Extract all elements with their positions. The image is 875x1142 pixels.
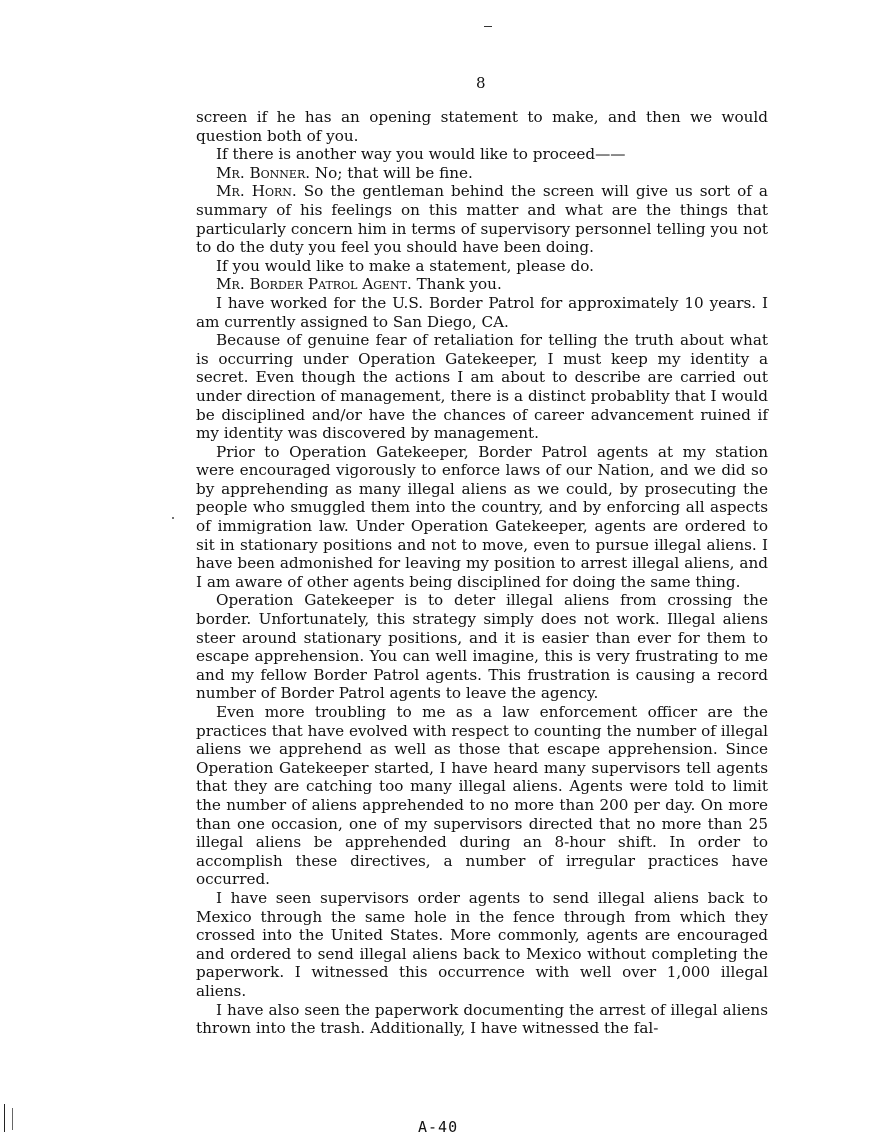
paragraph xyxy=(196,443,768,592)
paragraph-text: Because of genuine fear of retaliation for telling the truth about what is occurring under Operation Gatekeeper, I must keep my identity a secret. Even though the actions I am about to describe are carried out under direction of management, there is a distinct probablity that I would be disciplined and/or have the chances of career advancement ruined if my identity was discovered by management. xyxy=(196,331,768,443)
paragraph xyxy=(196,145,768,164)
paragraph xyxy=(196,703,768,889)
paragraph-text: If you would like to make a statement, please do. xyxy=(216,256,594,275)
paragraph-text: So the gentleman behind the screen will give us sort of a summary of his feelings on this matter and what are the things that particularly concern him in terms of supervisory personnel telling you not to do the duty you feel you should have been doing. xyxy=(196,182,768,257)
speaker-label: Mr. Bonner. xyxy=(216,163,311,182)
paragraph-text: Operation Gatekeeper is to deter illegal aliens from crossing the border. Unfortunately, this strategy simply does not work. Illegal aliens steer around stationary positions, and it is easier than ever for them to escape apprehension. You can well imagine, this is very frustrating to me and my fellow Border Patrol agents. This frustration is causing a record number of Border Patrol agents to leave the agency. xyxy=(196,591,768,703)
paragraph xyxy=(196,108,768,145)
paragraph-text: I have seen supervisors order agents to send illegal aliens back to Mexico through the same hole in the fence through from which they crossed into the United States. More commonly, agents are encouraged and ordered to send illegal aliens back to Mexico without completing the paperwork. I witnessed this occurrence with well over 1,000 illegal aliens. xyxy=(196,888,768,1000)
paragraph xyxy=(196,591,768,703)
transcript-body xyxy=(196,108,768,1038)
paragraph xyxy=(196,182,768,256)
paragraph xyxy=(196,294,768,331)
page-number: 8 xyxy=(476,74,486,92)
paragraph xyxy=(196,257,768,276)
paragraph-text: I have also seen the paperwork documenting the arrest of illegal aliens thrown into the trash. Additionally, I have witnessed the fal- xyxy=(196,1000,768,1038)
paragraph-text: Even more troubling to me as a law enforcement officer are the practices that have evolved with respect to counting the number of illegal aliens we apprehend as well as those that escape apprehension. Since Operation Gatekeeper started, I have heard many supervisors tell agents that they are catching too many illegal aliens. Agents were told to limit the number of aliens apprehended to no more than 200 per day. On more than one occasion, one of my supervisors directed that no more than 25 illegal aliens be apprehended during an 8-hour shift. In order to accomplish these directives, a number of irregular practices have occurred. xyxy=(196,703,768,889)
paragraph xyxy=(196,889,768,1001)
margin-mark xyxy=(4,1104,5,1132)
margin-mark xyxy=(12,1108,13,1130)
paragraph-text: Prior to Operation Gatekeeper, Border Patrol agents at my station were encouraged vigorously to enforce laws of our Nation, and we did so by apprehending as many illegal aliens as we could, by prosecuting the people who smuggled them into the country, and by enforcing all aspects of immigration law. Under Operation Gatekeeper, agents are ordered to sit in stationary positions and not to move, even to pursue illegal aliens. I have been admonished for leaving my position to arrest illegal aliens, and I am aware of other agents being disciplined for doing the same thing. xyxy=(196,442,768,591)
paragraph xyxy=(196,275,768,294)
scan-speck xyxy=(172,517,174,519)
paragraph xyxy=(196,331,768,443)
speaker-label: Mr. Horn. xyxy=(216,182,297,201)
paragraph-text: If there is another way you would like to proceed—— xyxy=(216,145,626,164)
paragraph-text: No; that will be fine. xyxy=(314,163,473,182)
paragraph-text: I have worked for the U.S. Border Patrol for approximately 10 years. I am currently assigned to San Diego, CA. xyxy=(196,293,768,331)
paragraph-text: screen if he has an opening statement to make, and then we would question both of you. xyxy=(196,108,768,145)
paragraph xyxy=(196,164,768,183)
footer-page-code: A-40 xyxy=(418,1118,459,1136)
header-mark xyxy=(484,26,492,27)
paragraph-text: Thank you. xyxy=(416,275,502,294)
paragraph xyxy=(196,1001,768,1038)
speaker-label: Mr. Border Patrol Agent. xyxy=(216,275,412,294)
